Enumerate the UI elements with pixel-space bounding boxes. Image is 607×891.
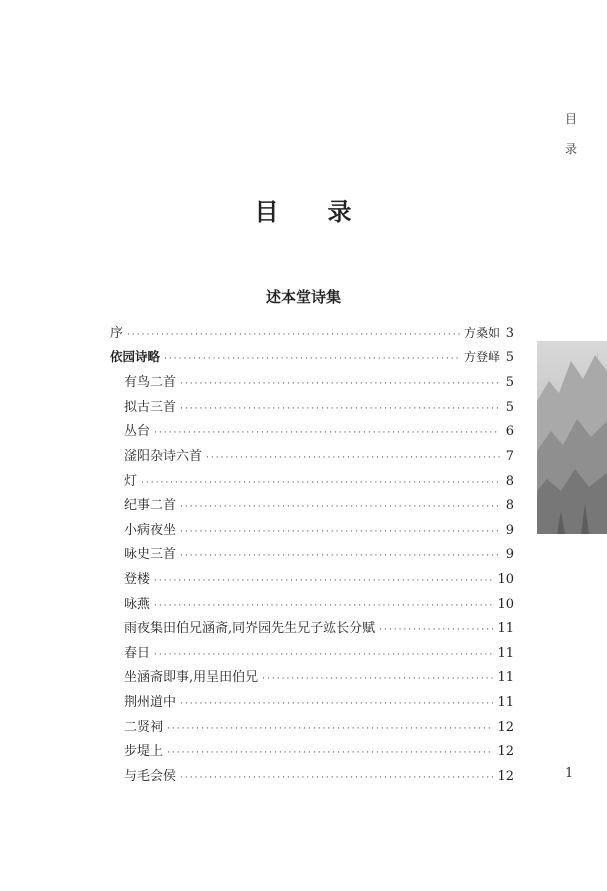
toc-entry-page: 3 [505,326,514,341]
dot-leader [379,625,493,635]
running-head-char: 目 [564,112,577,126]
page-number: 1 [565,766,574,781]
toc-entry-title: 咏燕 [124,596,151,612]
toc-entry-title: 纪事二首 [124,498,177,514]
dot-leader [141,478,500,488]
toc-entry-page: 5 [505,375,514,391]
dot-leader [154,601,493,611]
toc-entry [110,740,514,765]
toc-entry-page: 12 [497,744,514,760]
running-head-char: 录 [564,142,577,156]
toc-entry [110,494,514,519]
toc-entry-page: 5 [505,399,514,415]
toc-entry [110,716,514,741]
table-of-contents [110,322,514,789]
toc-entry [110,470,514,495]
toc-entry [110,396,514,421]
toc-entry-title: 拟古三首 [124,399,177,415]
toc-entry-page: 9 [505,547,514,563]
dot-leader [262,674,493,684]
toc-entry [110,420,514,445]
toc-entry-page: 11 [497,645,514,661]
toc-entry-title: 咏史三首 [124,547,177,563]
toc-entry-page: 12 [497,768,514,784]
toc-entry-title: 二贤祠 [124,719,164,735]
toc-entry [110,617,514,642]
toc-entry-page: 7 [505,448,514,464]
toc-entry [110,371,514,396]
toc-entry [110,642,514,667]
dot-leader [154,650,493,660]
toc-entry-title: 序 [110,326,124,341]
toc-entry [110,568,514,593]
toc-entry-title: 步堤上 [124,744,164,760]
toc-entry-title: 依园诗略 [110,348,161,364]
dot-leader [180,502,500,512]
toc-entry-page: 6 [505,424,514,440]
running-head [564,104,578,164]
toc-entry-page: 8 [505,473,514,489]
page-title [0,192,607,227]
toc-entry-page: 5 [505,349,514,365]
toc-entry-page: 8 [505,498,514,514]
toc-entry-page: 10 [497,571,514,587]
dot-leader [180,404,500,414]
toc-entry-title: 荆州道中 [124,694,177,710]
dot-leader [167,724,493,734]
dot-leader [180,699,493,709]
toc-entry [110,666,514,691]
toc-entry [110,445,514,470]
toc-entry-page: 12 [497,719,514,735]
toc-entry-title: 与毛会侯 [124,768,177,784]
toc-entry-title: 春日 [124,645,151,661]
toc-entry [110,543,514,568]
toc-entry [110,347,514,372]
toc-entry [110,691,514,716]
dot-leader [154,576,493,586]
toc-entry-title: 滏阳杂诗六首 [124,448,203,464]
dot-leader [127,330,460,340]
toc-entry-page: 11 [497,621,514,637]
toc-entry-title: 灯 [124,473,138,489]
toc-entry-page: 10 [497,596,514,612]
toc-entry-title: 小病夜坐 [124,522,177,538]
toc-entry-page: 11 [497,694,514,710]
toc-entry-title: 登楼 [124,571,151,587]
page-title-char: 录 [327,197,353,226]
dot-leader [180,551,500,561]
dot-leader [180,527,500,537]
toc-entry-title: 雨夜集田伯兄涵斋,同岕园先生兄子竑长分赋 [124,621,376,637]
toc-entry [110,593,514,618]
toc-entry-title: 丛台 [124,424,151,440]
toc-entry [110,519,514,544]
toc-entry-author: 方登峄 [463,349,500,364]
toc-entry-title: 有鸟二首 [124,375,177,391]
toc-entry-page: 9 [505,522,514,538]
toc-entry [110,322,514,347]
page-title-char: 目 [254,197,280,226]
dot-leader [180,379,500,389]
dot-leader [167,748,493,758]
landscape-painting-image [537,341,607,534]
dot-leader [180,773,493,783]
toc-entry-title: 坐涵斋即事,用呈田伯兄 [124,670,259,686]
section-title: 述本堂诗集 [265,288,341,306]
dot-leader [164,354,460,364]
svg-text:⋮: ⋮ [595,353,600,359]
toc-entry-page: 11 [497,670,514,686]
toc-entry [110,765,514,790]
dot-leader [206,453,500,463]
toc-entry-author: 方桑如 [463,326,500,340]
dot-leader [154,428,500,438]
